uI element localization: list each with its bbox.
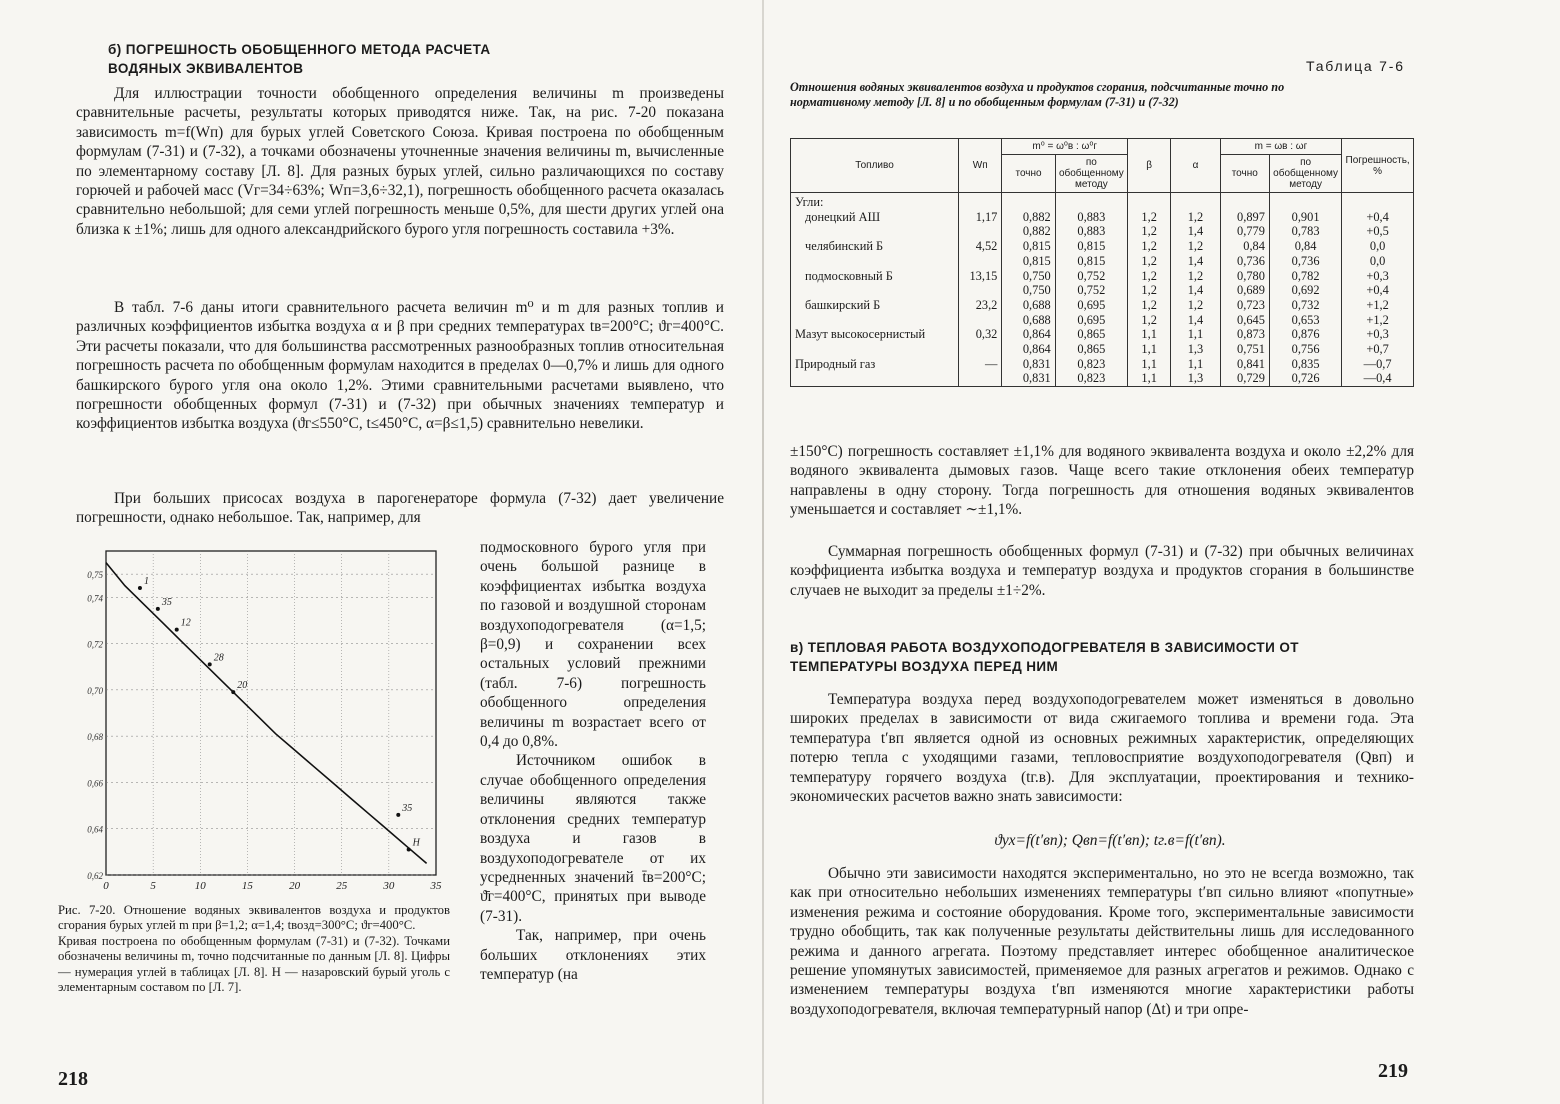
table-row	[791, 224, 1414, 239]
cell-alpha: 1,4	[1171, 313, 1220, 328]
cell-m0-gen: 0,883	[1055, 210, 1127, 225]
cell-w	[959, 313, 1002, 328]
page-number-right: 219	[1378, 1060, 1408, 1082]
cell-m0-exact: 0,750	[1002, 269, 1055, 284]
fuel-name: башкирский Б	[791, 298, 959, 313]
cell-alpha: 1,3	[1171, 342, 1220, 357]
table-row	[791, 239, 1414, 254]
cell-m-gen: 0,876	[1269, 327, 1341, 342]
x-tick-label: 10	[194, 880, 206, 892]
table-title: Отношения водяных эквивалентов воздуха и продуктов сгорания, подсчитанные точно по нормативному методу [Л. 8] и по обобщенным формулам (7-31) и (7-32)	[790, 80, 1285, 109]
cell-err: +0,5	[1342, 224, 1414, 239]
cell-m-gen: 0,732	[1269, 298, 1341, 313]
caption-title: Рис. 7-20. Отношение водяных эквивалентов воздуха и продуктов сгорания бурых углей m при β=1,2; α=1,4; tвозд=300°C; ϑг=400°C.	[58, 903, 450, 933]
side-paragraph-1: подмосковного бурого угля при очень большой разнице в коэффициентах избытка воздуха по газовой и воздушной сторонам воздухоподогревателя (α=1,5; β=0,9) и сохранении всех остальных условий прежними (табл. 7-6) погрешность обобщенного определения величины m возрастает всего от 0,4 до 0,8%.	[480, 539, 706, 751]
cell-w: 23,2	[959, 298, 1002, 313]
cell-alpha: 1,2	[1171, 298, 1220, 313]
cell-m-exact: 0,736	[1220, 254, 1269, 269]
x-tick-label: 30	[383, 880, 395, 892]
page-number-left: 218	[58, 1068, 88, 1090]
formula-dependencies: ϑух=f(t′вп); Qвп=f(t′вп); tг.в=f(t′вп).	[994, 832, 1226, 849]
cell-m-gen: 0,783	[1269, 224, 1341, 239]
cell-beta: 1,2	[1128, 239, 1171, 254]
data-point-label: 35	[402, 802, 413, 814]
cell-alpha: 1,2	[1171, 269, 1220, 284]
cell-beta: 1,2	[1128, 224, 1171, 239]
cell-m-exact: 0,779	[1220, 224, 1269, 239]
table-row	[791, 254, 1414, 269]
table-row	[791, 313, 1414, 328]
cell-alpha: 1,1	[1171, 327, 1220, 342]
curve-m-generalized	[106, 563, 427, 864]
cell-beta: 1,1	[1128, 371, 1171, 386]
table-row	[791, 210, 1414, 225]
cell-m-gen: 0,692	[1269, 283, 1341, 298]
cell-m-exact: 0,841	[1220, 357, 1269, 372]
cell-m0-gen: 0,865	[1055, 342, 1127, 357]
cell-err: +0,4	[1342, 283, 1414, 298]
col-w: Wп	[959, 139, 1002, 193]
cell-m-exact: 0,897	[1220, 210, 1269, 225]
data-point-label: 1	[143, 576, 149, 588]
figure-7-20	[76, 545, 456, 905]
cell-m0-gen: 0,695	[1055, 313, 1127, 328]
data-point-label: Н	[412, 837, 420, 849]
x-tick-label: 15	[241, 880, 253, 892]
data-point	[407, 848, 411, 852]
fuel-name: Природный газ	[791, 357, 959, 372]
col-alpha: α	[1171, 139, 1220, 193]
cell-err: +0,7	[1342, 342, 1414, 357]
cell-m0-gen: 0,815	[1055, 239, 1127, 254]
cell-m-gen: 0,782	[1269, 269, 1341, 284]
data-point	[231, 690, 235, 694]
cell-m-gen: 0,84	[1269, 239, 1341, 254]
y-tick-label: 0,74	[87, 593, 103, 604]
cell-alpha: 1,1	[1171, 357, 1220, 372]
y-tick-label: 0,64	[87, 824, 103, 835]
data-point	[156, 607, 160, 611]
cell-m-exact: 0,780	[1220, 269, 1269, 284]
cell-err: 0,0	[1342, 254, 1414, 269]
col-fuel: Топливо	[791, 139, 959, 193]
cell-beta: 1,2	[1128, 269, 1171, 284]
table-group-label: Угли:	[791, 193, 959, 210]
col-beta: β	[1128, 139, 1171, 193]
cell-beta: 1,2	[1128, 254, 1171, 269]
table-row	[791, 342, 1414, 357]
cell-alpha: 1,3	[1171, 371, 1220, 386]
cell-alpha: 1,2	[1171, 239, 1220, 254]
cell-m0-exact: 0,882	[1002, 224, 1055, 239]
table-label: Таблица 7-6	[1306, 58, 1405, 74]
x-tick-label: 35	[430, 880, 442, 892]
cell-w: 1,17	[959, 210, 1002, 225]
cell-m-gen: 0,726	[1269, 371, 1341, 386]
cell-m0-exact: 0,864	[1002, 327, 1055, 342]
wrapped-text-column	[480, 538, 706, 984]
y-tick-label: 0,68	[87, 732, 103, 743]
cell-err: —0,7	[1342, 357, 1414, 372]
cell-w	[959, 342, 1002, 357]
cell-err: +0,3	[1342, 327, 1414, 342]
data-point	[208, 662, 212, 666]
data-point-label: 20	[237, 680, 248, 692]
cell-err: —0,4	[1342, 371, 1414, 386]
cell-m-exact: 0,729	[1220, 371, 1269, 386]
plot-frame	[106, 551, 436, 875]
cell-beta: 1,2	[1128, 210, 1171, 225]
col-m0-general: по обобщенному методу	[1055, 155, 1127, 193]
data-point	[138, 586, 142, 590]
table-row	[791, 371, 1414, 386]
cell-m0-gen: 0,823	[1055, 371, 1127, 386]
cell-beta: 1,2	[1128, 283, 1171, 298]
cell-err: 0,0	[1342, 239, 1414, 254]
col-m: m = ωв : ωг	[1220, 139, 1342, 155]
section-title-v: в) ТЕПЛОВАЯ РАБОТА ВОЗДУХОПОДОГРЕВАТЕЛЯ В ЗАВИСИМОСТИ ОТ ТЕМПЕРАТУРЫ ВОЗДУХА ПЕРЕД НИМ	[790, 640, 1299, 674]
x-tick-label: 20	[289, 880, 301, 892]
cell-m0-exact: 0,688	[1002, 298, 1055, 313]
fuel-name: челябинский Б	[791, 239, 959, 254]
paragraph-air-temperature: Температура воздуха перед воздухоподогревателем может изменяться в довольно широких пределах в зависимости от вида сжигаемого топлива и времени года. Эта температура t′вп является одной из основных режимных характеристик, определяющих потерю тепла с уходящими газами, тепловосприятие воздухоподогревателя (Qвп) и температуру горячего воздуха (tг.в). Для эксплуатации, проектирования и технико-экономических расчетов важно знать зависимости:	[790, 691, 1414, 806]
cell-beta: 1,1	[1128, 327, 1171, 342]
col-m-general: по обобщенному методу	[1269, 155, 1341, 193]
fuel-name: донецкий АШ	[791, 210, 959, 225]
cell-m0-exact: 0,831	[1002, 357, 1055, 372]
table-row	[791, 327, 1414, 342]
x-tick-label: 25	[336, 880, 348, 892]
cell-m-exact: 0,723	[1220, 298, 1269, 313]
cell-beta: 1,2	[1128, 298, 1171, 313]
cell-m0-gen: 0,823	[1055, 357, 1127, 372]
cell-m0-exact: 0,688	[1002, 313, 1055, 328]
fuel-name: Мазут высокосернистый	[791, 327, 959, 342]
table-row	[791, 283, 1414, 298]
cell-w	[959, 371, 1002, 386]
cell-m0-exact: 0,882	[1002, 210, 1055, 225]
x-tick-label: 5	[150, 880, 156, 892]
y-tick-label: 0,70	[87, 685, 103, 696]
cell-alpha: 1,4	[1171, 224, 1220, 239]
paragraph-intro: Для иллюстрации точности обобщенного определения величины m произведены сравнительные расчеты, результаты которых приводятся ниже. Так, на рис. 7-20 показана зависимость m=f(Wп) для бурых углей Советского Союза. Кривая построена по обобщенным формулам (7-31) и (7-32), а точками обозначены уточненные значения величины m, вычисленные по элементарному составу [Л. 8]. Для разных бурых углей, сильно различающихся по составу горючей и рабочей масс (Vг=34÷63%; Wп=3,6÷32,1), погрешность обобщенного расчета оказалась сравнительно небольшой; для семи углей погрешность меньше 0,5%, для шести других углей она близка к ±1%; лишь для одного александрийского бурого угля погрешность составила +3%.	[76, 85, 724, 238]
cell-w: 4,52	[959, 239, 1002, 254]
cell-m0-gen: 0,752	[1055, 269, 1127, 284]
cell-m-exact: 0,689	[1220, 283, 1269, 298]
cell-m0-exact: 0,815	[1002, 239, 1055, 254]
cell-m0-exact: 0,750	[1002, 283, 1055, 298]
section-title-b: б) ПОГРЕШНОСТЬ ОБОБЩЕННОГО МЕТОДА РАСЧЕТА ВОДЯНЫХ ЭКВИВАЛЕНТОВ	[108, 42, 491, 76]
cell-m0-gen: 0,865	[1055, 327, 1127, 342]
side-paragraph-2: Источником ошибок в случае обобщенного определения величины являются также отклонения средних температур воздуха и газов в воздухоподогревателе от их усредненных значений t̄в=200°C; ϑ̄г=400°C, принятых при выводе (7-31).	[480, 752, 706, 925]
cell-m-exact: 0,873	[1220, 327, 1269, 342]
col-m0: m⁰ = ω⁰в : ω⁰г	[1002, 139, 1128, 155]
col-m-exact: точно	[1220, 155, 1269, 193]
cell-m0-gen: 0,883	[1055, 224, 1127, 239]
table-row	[791, 269, 1414, 284]
fuel-name: подмосковный Б	[791, 269, 959, 284]
cell-beta: 1,1	[1128, 342, 1171, 357]
cell-alpha: 1,4	[1171, 283, 1220, 298]
cell-m-exact: 0,84	[1220, 239, 1269, 254]
cell-w	[959, 254, 1002, 269]
cell-m-gen: 0,736	[1269, 254, 1341, 269]
cell-err: +1,2	[1342, 313, 1414, 328]
paragraph-table-summary: В табл. 7-6 даны итоги сравнительного расчета величин m⁰ и m для разных топлив и различных коэффициентов избытка воздуха α и β при средних температурах tв=200°C; ϑг=400°C. Эти расчеты показали, что для большинства рассмотренных разнообразных топлив относительная погрешность расчета по обобщенным формулам находится в пределах 0—0,7% и лишь для одного башкирского бурого угля она около 1,2%. Этими сравнительными расчетами выявлено, что погрешности обобщенных формул (7-31) и (7-32) при обычных значениях температур и коэффициентов избытка воздуха (ϑг≤550°C, t≤450°C, α=β≤1,5) сравнительно невелики.	[76, 299, 724, 433]
cell-err: +0,3	[1342, 269, 1414, 284]
cell-w	[959, 224, 1002, 239]
cell-m0-gen: 0,695	[1055, 298, 1127, 313]
data-point	[396, 813, 400, 817]
cell-beta: 1,1	[1128, 357, 1171, 372]
cell-w: —	[959, 357, 1002, 372]
cell-m-gen: 0,835	[1269, 357, 1341, 372]
table-body	[791, 193, 1414, 387]
table-row	[791, 298, 1414, 313]
paragraph-temp-deviation: ±150°C) погрешность составляет ±1,1% для водяного эквивалента воздуха и около ±2,2% для водяного эквивалента дымовых газов. Чаще всего такие отклонения обеих температур направлены в одну сторону. Тогда погрешность для отношения водяных эквивалентов уменьшается и составляет ∼±1,1%.	[790, 443, 1414, 519]
col-error: Погрешность, %	[1342, 139, 1414, 193]
side-paragraph-3: Так, например, при очень больших отклонениях этих температур (на	[480, 927, 706, 983]
cell-beta: 1,2	[1128, 313, 1171, 328]
data-point-label: 28	[213, 652, 224, 664]
figure-caption	[58, 903, 450, 995]
cell-alpha: 1,4	[1171, 254, 1220, 269]
cell-m0-gen: 0,815	[1055, 254, 1127, 269]
paragraph-total-error: Суммарная погрешность обобщенных формул (7-31) и (7-32) при обычных величинах коэффициента избытка воздуха и температур воздуха и продуктов сгорания в большинстве случаев не выходит за пределы ±1÷2%.	[790, 543, 1414, 599]
caption-note: Кривая построена по обобщенным формулам (7-31) и (7-32). Точками обозначены величины m, точно подсчитанные по данным [Л. 8]. Цифры — нумерация углей в таблицах [Л. 8]. Н — назаровский бурый уголь с элементарным составом по [Л. 7].	[58, 933, 450, 995]
cell-err: +0,4	[1342, 210, 1414, 225]
table-row	[791, 357, 1414, 372]
cell-m-exact: 0,645	[1220, 313, 1269, 328]
col-m0-exact: точно	[1002, 155, 1055, 193]
data-point-label: 35	[161, 596, 172, 608]
paragraph-large-air-leak: При больших присосах воздуха в парогенераторе формула (7-32) дает увеличение погрешности, однако небольшое. Так, например, для	[76, 490, 724, 527]
left-page	[0, 0, 770, 1104]
y-tick-label: 0,75	[87, 570, 103, 581]
cell-m0-exact: 0,831	[1002, 371, 1055, 386]
cell-w	[959, 283, 1002, 298]
data-point	[175, 628, 179, 632]
y-tick-label: 0,72	[87, 639, 103, 650]
cell-alpha: 1,2	[1171, 210, 1220, 225]
cell-m-exact: 0,751	[1220, 342, 1269, 357]
cell-m-gen: 0,653	[1269, 313, 1341, 328]
cell-w: 13,15	[959, 269, 1002, 284]
table-7-6	[790, 138, 1414, 387]
paragraph-experimental: Обычно эти зависимости находятся экспериментально, но это не всегда возможно, так как при относительно небольших изменениях температуры t′вп сильно влияют «попутные» изменения режима и состояние оборудования. Кроме того, экспериментальные зависимости трудно обобщить, так как полученные результаты действительны лишь для исследованного режима и данного агрегата. Поэтому представляет интерес обобщенное аналитическое решение упомянутых зависимостей, применяемое для разных агрегатов и режимов. Однако с изменением температуры воздуха t′вп изменяются многие характеристики работы воздухоподогревателя, включая температурный напор (Δt) и три опре-	[790, 865, 1414, 1018]
cell-m0-exact: 0,864	[1002, 342, 1055, 357]
data-point-label: 12	[180, 617, 191, 629]
cell-m0-gen: 0,752	[1055, 283, 1127, 298]
y-tick-label: 0,66	[87, 778, 103, 789]
cell-m-gen: 0,756	[1269, 342, 1341, 357]
cell-w: 0,32	[959, 327, 1002, 342]
chart-m-vs-moisture	[76, 545, 456, 905]
y-tick-label: 0,62	[87, 871, 103, 881]
x-tick-label: 0	[103, 880, 109, 892]
cell-err: +1,2	[1342, 298, 1414, 313]
cell-m0-exact: 0,815	[1002, 254, 1055, 269]
cell-m-gen: 0,901	[1269, 210, 1341, 225]
